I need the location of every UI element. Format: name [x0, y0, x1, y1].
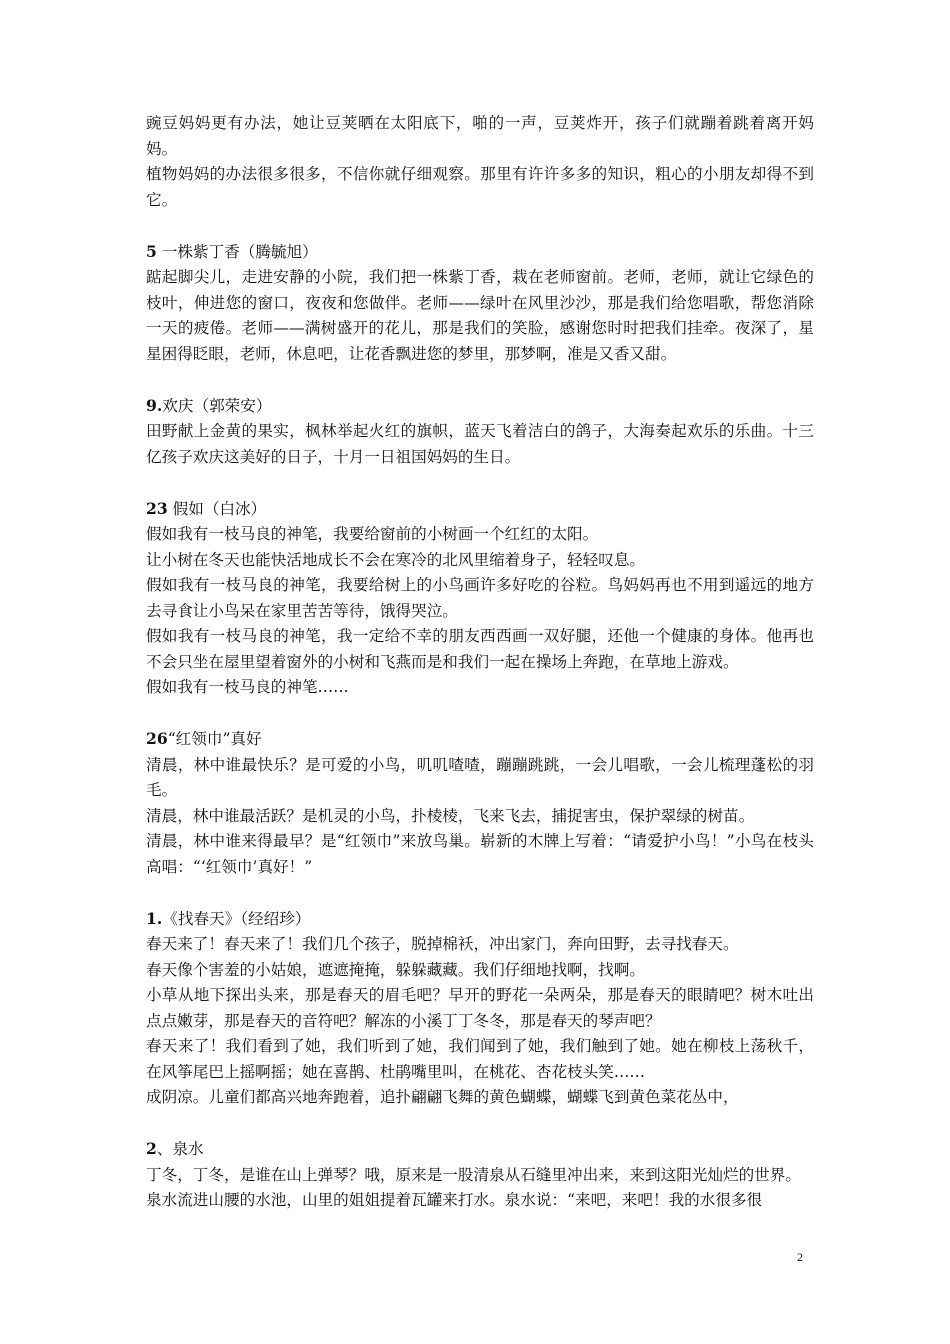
paragraph: 踮起脚尖儿，走进安静的小院，我们把一株紫丁香，栽在老师窗前。老师，老师，就让它绿色的枝叶，伸进您的窗口，夜夜和您做伴。老师——绿叶在风里沙沙，那是我们给您唱歌，帮您消除一天的疲倦。老师——满树盛开的花儿，那是我们的笑脸，感谢您时时把我们挂牵。夜深了，星星困得眨眼，老师，休息吧，让花香飘进您的梦里，那梦啊，准是又香又甜。 — [146, 268, 814, 363]
paragraph: 春天像个害羞的小姑娘，遮遮掩掩，躲躲藏藏。我们仔细地找啊，找啊。 — [146, 960, 646, 979]
section-spring-water — [146, 1136, 814, 1214]
paragraph: 假如我有一枝马良的神笔，我要给树上的小鸟画许多好吃的谷粒。鸟妈妈再也不用到遥远的地方去寻食让小鸟呆在家里苦苦等待，饿得哭泣。 — [146, 576, 814, 620]
section-heading — [146, 496, 814, 523]
section-title: 欢庆（郭荣安） — [162, 396, 272, 415]
section-heading — [146, 239, 814, 266]
paragraph: 豌豆妈妈更有办法，她让豆荚晒在太阳底下，啪的一声，豆荚炸开，孩子们就蹦着跳着离开妈妈。 — [146, 114, 814, 158]
section-red-scarf — [146, 726, 814, 880]
section-title: 一株紫丁香（腾毓旭） — [156, 242, 318, 261]
paragraph: 成阴凉。儿童们都高兴地奔跑着，追扑翩翩飞舞的黄色蝴蝶，蝴蝶飞到黄色菜花丛中， — [146, 1088, 739, 1106]
section-title: 、泉水 — [156, 1140, 204, 1158]
section-lilac — [146, 239, 814, 368]
page-number: 2 — [797, 1250, 803, 1264]
paragraph: 假如我有一枝马良的神笔…… — [146, 678, 349, 696]
paragraph: 清晨，林中谁最快乐？是可爱的小鸟，叽叽喳喳，蹦蹦跳跳，一会儿唱歌，一会儿梳理蓬松的羽毛。 — [146, 755, 814, 799]
paragraph: 假如我有一枝马良的神笔，我一定给不幸的朋友西西画一双好腿，还他一个健康的身体。他再也不会只坐在屋里望着窗外的小树和飞燕而是和我们一起在操场上奔跑，在草地上游戏。 — [146, 627, 814, 671]
paragraph: 清晨，林中谁最活跃？是机灵的小鸟，扑棱棱，飞来飞去，捕捉害虫，保护翠绿的树苗。 — [146, 806, 755, 825]
section-heading — [146, 726, 814, 753]
paragraph: 泉水流进山腰的水池，山里的姐姐提着瓦罐来打水。泉水说：“来吧，来吧！我的水很多很 — [146, 1191, 763, 1209]
section-celebration — [146, 393, 814, 471]
paragraph: 让小树在冬天也能快活地成长不会在寒冷的北风里缩着身子，轻轻叹息。 — [146, 550, 646, 569]
paragraph: 清晨，林中谁来得最早？是“红领巾”来放鸟巢。崭新的木牌上写着：“请爱护小鸟！”小鸟在枝头高唱：“‘红领巾’真好！” — [146, 832, 814, 876]
section-heading — [146, 906, 814, 933]
paragraph: 假如我有一枝马良的神笔，我要给窗前的小树画一个红红的太阳。 — [146, 525, 599, 543]
paragraph: 春天来了！我们看到了她，我们听到了她，我们闻到了她，我们触到了她。她在柳枝上荡秋千，在风筝尾巴上摇啊摇；她在喜鹊、杜鹃嘴里叫，在桃花、杏花枝头笑…… — [146, 1037, 814, 1081]
section-title: 《找春天》（经绍珍） — [162, 909, 311, 928]
paragraph: 植物妈妈的办法很多很多，不信你就仔细观察。那里有许许多多的知识，粗心的小朋友却得不到它。 — [146, 165, 814, 209]
intro-section — [146, 111, 814, 213]
section-spring — [146, 906, 814, 1111]
section-number: 23 — [146, 498, 168, 518]
section-title: 假如（白冰） — [167, 499, 267, 518]
section-number: 26 — [146, 729, 168, 748]
section-number: 5 — [146, 241, 157, 261]
section-heading — [146, 393, 814, 420]
paragraph: 小草从地下探出头来，那是春天的眉毛吧？早开的野花一朵两朵，那是春天的眼睛吧？树木吐出点点嫩芽，那是春天的音符吧？解冻的小溪丁丁冬冬，那是春天的琴声吧？ — [146, 986, 814, 1030]
paragraph: 春天来了！春天来了！我们几个孩子，脱掉棉袄，冲出家门，奔向田野，去寻找春天。 — [146, 935, 739, 953]
document-body — [146, 111, 814, 1239]
section-number: 9. — [146, 395, 163, 415]
section-heading — [146, 1136, 814, 1163]
section-title: “红领巾”真好 — [167, 730, 262, 748]
section-if — [146, 496, 814, 701]
section-number: 2 — [146, 1139, 157, 1158]
paragraph: 田野献上金黄的果实，枫林举起火红的旗帜，蓝天飞着洁白的鸽子，大海奏起欢乐的乐曲。十三亿孩子欢庆这美好的日子，十月一日祖国妈妈的生日。 — [146, 422, 814, 466]
paragraph: 丁冬，丁冬，是谁在山上弹琴？哦，原来是一股清泉从石缝里冲出来，来到这阳光灿烂的世界。 — [146, 1165, 801, 1184]
section-number: 1. — [146, 908, 163, 928]
